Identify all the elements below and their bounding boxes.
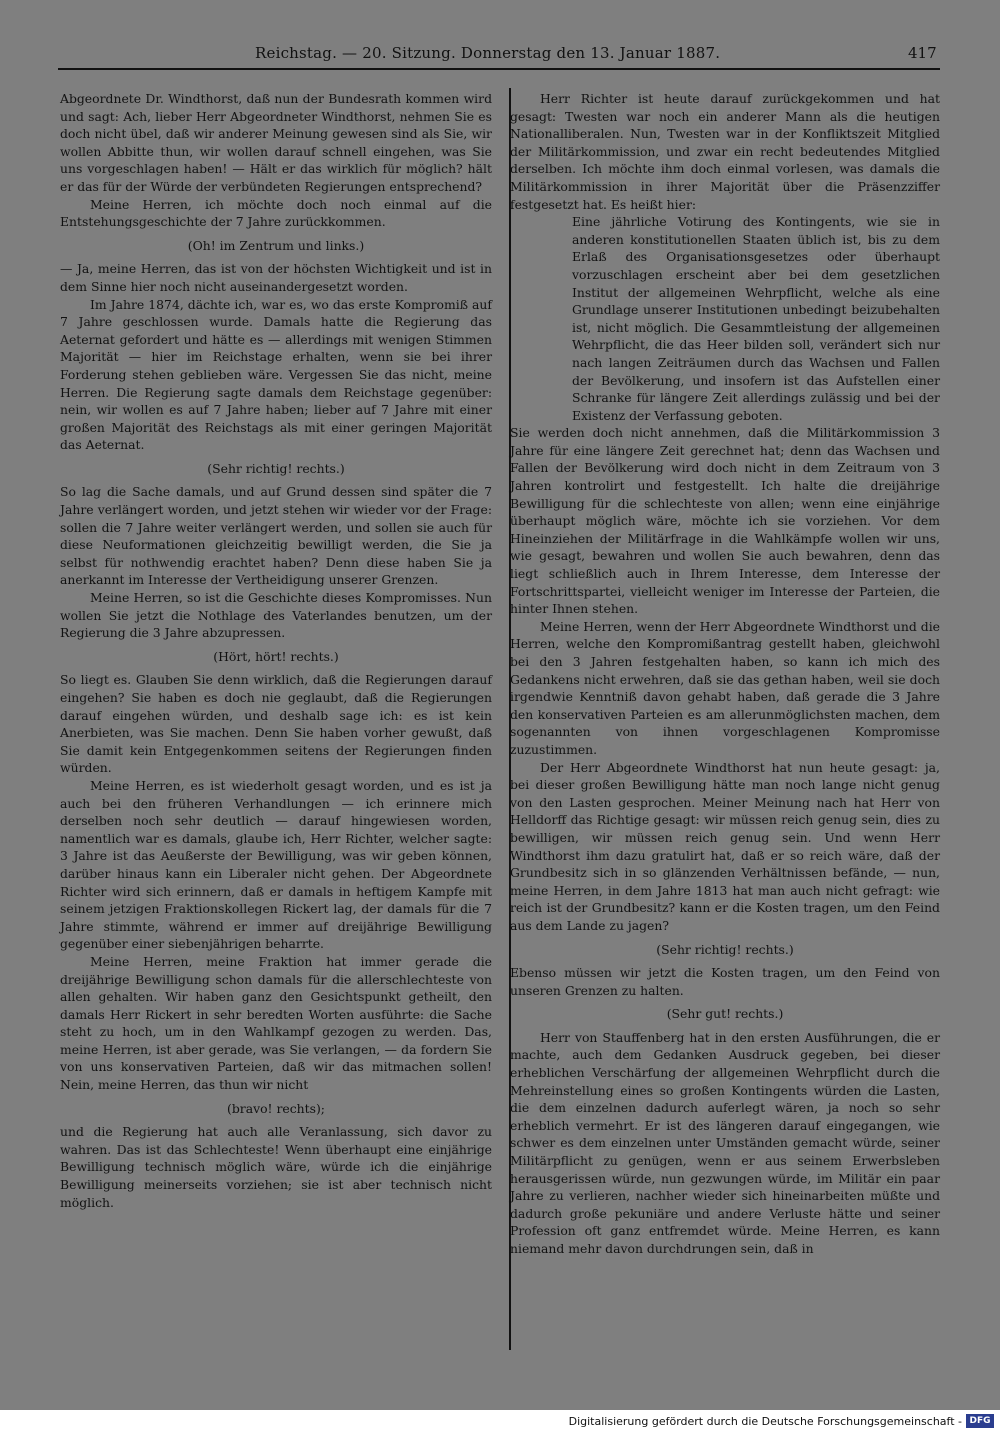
interjection: (bravo! rechts); bbox=[227, 1100, 325, 1116]
page-number: 417 bbox=[908, 44, 937, 62]
footer-bar bbox=[0, 1412, 1000, 1432]
right-column bbox=[510, 90, 940, 1258]
paragraph: Ebenso müssen wir jetzt die Kosten tragen, um den Feind von unseren Grenzen zu halten. bbox=[510, 965, 940, 998]
interjection: (Sehr gut! rechts.) bbox=[666, 1006, 784, 1022]
interjection: (Sehr richtig! rechts.) bbox=[656, 941, 794, 957]
interjection: (Hört, hört! rechts.) bbox=[213, 648, 339, 664]
running-title: Reichstag. — 20. Sitzung. Donnerstag den 13. Januar 1887. bbox=[255, 44, 721, 62]
left-column bbox=[60, 90, 492, 1211]
paragraph: So liegt es. Glauben Sie denn wirklich, daß die Regierungen darauf eingehen? Sie haben es doch nie geglaubt, daß die Regierungen darauf eingehen würden, und deshalb sage ich: es ist kein Anerbieten, was Sie machen. Denn Sie haben vorher gewußt, daß Sie damit kein Entgegenkommen seitens der Regierungen finden würden. bbox=[60, 672, 492, 776]
paragraph: Im Jahre 1874, dächte ich, war es, wo das erste Kompromiß auf 7 Jahre geschlossen wurde. Damals hatte die Regierung das Aeternat gefordert und hätte es — allerdings mit wenigen Stimmen Majorität — hier im Reichstage erhalten, wenn sie bei ihrer Forderung stehen geblieben wäre. Vergessen Sie das nicht, meine Herren. Die Regierung sagte damals dem Reichstage gegenüber: nein, wir wollen es auf 7 Jahre haben; lieber auf 7 Jahre mit einer großen Majorität des Reichstags als mit einer geringen Majorität das Aeternat. bbox=[60, 296, 492, 453]
paragraph: Meine Herren, so ist die Geschichte dieses Kompromisses. Nun wollen Sie jetzt die Nothlage des Vaterlandes benutzen, um der Regierung die 3 Jahre abzupressen. bbox=[60, 590, 492, 641]
paragraph: Meine Herren, wenn der Herr Abgeordnete Windthorst und die Herren, welche den Kompromißantrag gestellt haben, gleichwohl bei den 3 Jahren festgehalten haben, so kann ich mich des Gedankens nicht erwehren, daß sie das gethan haben, weil sie doch irgendwie Kenntniß davon gehabt haben, daß gerade die 3 Jahre den konservativen Parteien es am allerunmöglichsten machen, dem sogenannten von ihnen vorgeschlagenen Kompromisse zuzustimmen. bbox=[510, 618, 940, 757]
paragraph: und die Regierung hat auch alle Veranlassung, sich davor zu wahren. Das ist das Schlechteste! Wenn überhaupt eine einjährige Bewilligung technisch möglich wäre, würde ich die einjährige Bewilligung meinerseits vorziehen; sie ist aber technisch nicht möglich. bbox=[60, 1124, 492, 1210]
paragraph: Herr Richter ist heute darauf zurückgekommen und hat gesagt: Twesten war noch ein anderer Mann als die heutigen Nationalliberalen. Nun, Twesten war in der Konfliktszeit Mitglied der Militärkommission, und zwar ein recht bedeutendes Mitglied derselben. Ich möchte ihm doch einmal vorlesen, was damals die Militärkommission in ihrer Majorität über die Präsenzziffer festgesetzt hat. Es heißt hier: bbox=[510, 91, 940, 212]
header-rule bbox=[58, 68, 940, 70]
dfg-logo: DFG bbox=[966, 1414, 994, 1428]
paragraph: Der Herr Abgeordnete Windthorst hat nun heute gesagt: ja, bei dieser großen Bewilligung hätte man noch lange nicht genug von den Lasten gesprochen. Meiner Meinung nach hat Herr von Helldorff das Richtige gesagt: wir müssen reich genug sein, dies zu bewilligen, wir müssen reich genug sein. Und wenn Herr Windthorst ihm dazu gratulirt hat, daß er so reich wäre, daß der Grundbesitz sich in so glänzenden Verhältnissen befände, — nun, meine Herren, in dem Jahre 1813 hat man auch nicht gefragt: wie reich ist der Grundbesitz? kann er die Kosten tragen, um den Feind aus dem Lande zu jagen? bbox=[510, 759, 940, 933]
paragraph: Meine Herren, meine Fraktion hat immer gerade die dreijährige Bewilligung schon damals für die allerschlechteste von allen gehalten. Wir haben ganz den Gesichtspunkt getheilt, den damals Herr Rickert in sehr beredten Worten ausführte: die Sache steht zu hoch, um in den Wahlkampf gezogen zu werden. Das, meine Herren, ist aber gerade, was Sie verlangen, — da fordern Sie von uns konservativen Parteien, daß wir das mitmachen sollen! Nein, meine Herren, das thun wir nicht bbox=[60, 953, 492, 1093]
interjection: (Oh! im Zentrum und links.) bbox=[187, 237, 365, 253]
funding-note: Digitalisierung gefördert durch die Deutsche Forschungsgemeinschaft - bbox=[568, 1415, 962, 1428]
interjection: (Sehr richtig! rechts.) bbox=[207, 460, 345, 476]
paragraph: — Ja, meine Herren, das ist von der höchsten Wichtigkeit und ist in dem Sinne hier noch nicht auseinandergesetzt worden. bbox=[60, 261, 492, 294]
paragraph: So lag die Sache damals, und auf Grund dessen sind später die 7 Jahre verlängert worden, und jetzt stehen wir wieder vor der Frage: sollen die 7 Jahre weiter verlängert werden, und sollen sie auch für diese Neuformationen gleichzeitig bewilligt werden, die Sie ja selbst für nothwendig erachtet haben? Denn diese haben Sie ja anerkannt im Interesse der Vertheidigung unserer Grenzen. bbox=[60, 484, 492, 588]
block-quote: Eine jährliche Votirung des Kontingents, wie sie in anderen konstitutionellen Staaten üblich ist, bis zu dem Erlaß des Organisationsgesetzes oder überhaupt vorzuschlagen erscheint aber bei dem gesetzlichen Institut der allgemeinen Wehrpflicht, welche als eine Grundlage unserer Institutionen unbedingt beizubehalten ist, nicht möglich. Die Gesammtleistung der allgemeinen Wehrpflicht, die das Heer bilden soll, verändert sich nur nach langen Zeiträumen durch das Wachsen und Fallen der Bevölkerung, und insofern ist das Aufstellen einer Schranke für längere Zeit allerdings zulässig und bei der Existenz der Verfassung geboten. bbox=[572, 214, 940, 423]
paragraph: Meine Herren, ich möchte doch noch einmal auf die Entstehungsgeschichte der 7 Jahre zurückkommen. bbox=[60, 196, 492, 230]
page-header bbox=[0, 44, 1000, 66]
paragraph: Abgeordnete Dr. Windthorst, daß nun der Bundesrath kommen wird und sagt: Ach, lieber Herr Abgeordneter Windthorst, nehmen Sie es doch nicht übel, daß wir anderer Meinung gewesen sind als Sie, wir wollen Abbitte thun, wir wollen darauf schnell eingehen, was Sie uns vorgeschlagen haben! — Hält er das wirklich für möglich? hält er das für der Würde der verbündeten Regierungen entsprechend? bbox=[60, 91, 492, 194]
paragraph: Sie werden doch nicht annehmen, daß die Militärkommission 3 Jahre für eine längere Zeit gerechnet hat; denn das Wachsen und Fallen der Bevölkerung wird doch nicht in dem Zeitraum von 3 Jahren kontrolirt und festgestellt. Ich halte die dreijährige Bewilligung für die schlechteste von allen; wenn eine einjährige überhaupt möglich wäre, möchte ich sie vorziehen. Vor dem Hineinziehen der Militärfrage in die Wahlkämpfe wollen wir uns, wie gesagt, bewahren und wollen Sie auch bewahren, denn das liegt schließlich auch in Ihrem Interesse, dem Interesse der Fortschrittspartei, vielleicht weniger im Interesse der Parteien, die hinter Ihnen stehen. bbox=[510, 425, 940, 617]
paragraph: Herr von Stauffenberg hat in den ersten Ausführungen, die er machte, auch dem Gedanken Ausdruck gegeben, bei dieser erheblichen Verschärfung der allgemeinen Wehrpflicht durch die Mehreinstellung eines so großen Kontingents würden die Lasten, die dem einzelnen dadurch auferlegt wären, ja noch so sehr erheblich vermehrt. Er ist des längeren darauf eingegangen, wie schwer es dem einzelnen unter Umständen gemacht würde, seiner Militärpflicht zu genügen, wenn er aus seinem Erwerbsleben herausgerissen würde, nun gezwungen würde, im Militär ein paar Jahre zu verlieren, nachher wieder sich hineinarbeiten müßte und dadurch große pekuniäre und andere Verluste hätte und seiner Profession oft ganz entfremdet würde. Meine Herren, es kann niemand mehr davon durchdrungen sein, daß in bbox=[510, 1029, 940, 1256]
paragraph: Meine Herren, es ist wiederholt gesagt worden, und es ist ja auch bei den früheren Verhandlungen — ich erinnere mich derselben noch sehr deutlich — darauf hingewiesen worden, namentlich war es damals, glaube ich, Herr Richter, welcher sagte: 3 Jahre ist das Aeußerste der Bewilligung, was wir geben können, darüber hinaus kann ein Liberaler nicht gehen. Der Abgeordnete Richter wird sich erinnern, daß er damals in heftigem Kampfe mit seinem jetzigen Fraktionskollegen Rickert lag, der damals für die 7 Jahre stimmte, während er immer auf dreijährige Bewilligung gegenüber einer siebenjährigen beharrte. bbox=[60, 777, 492, 952]
